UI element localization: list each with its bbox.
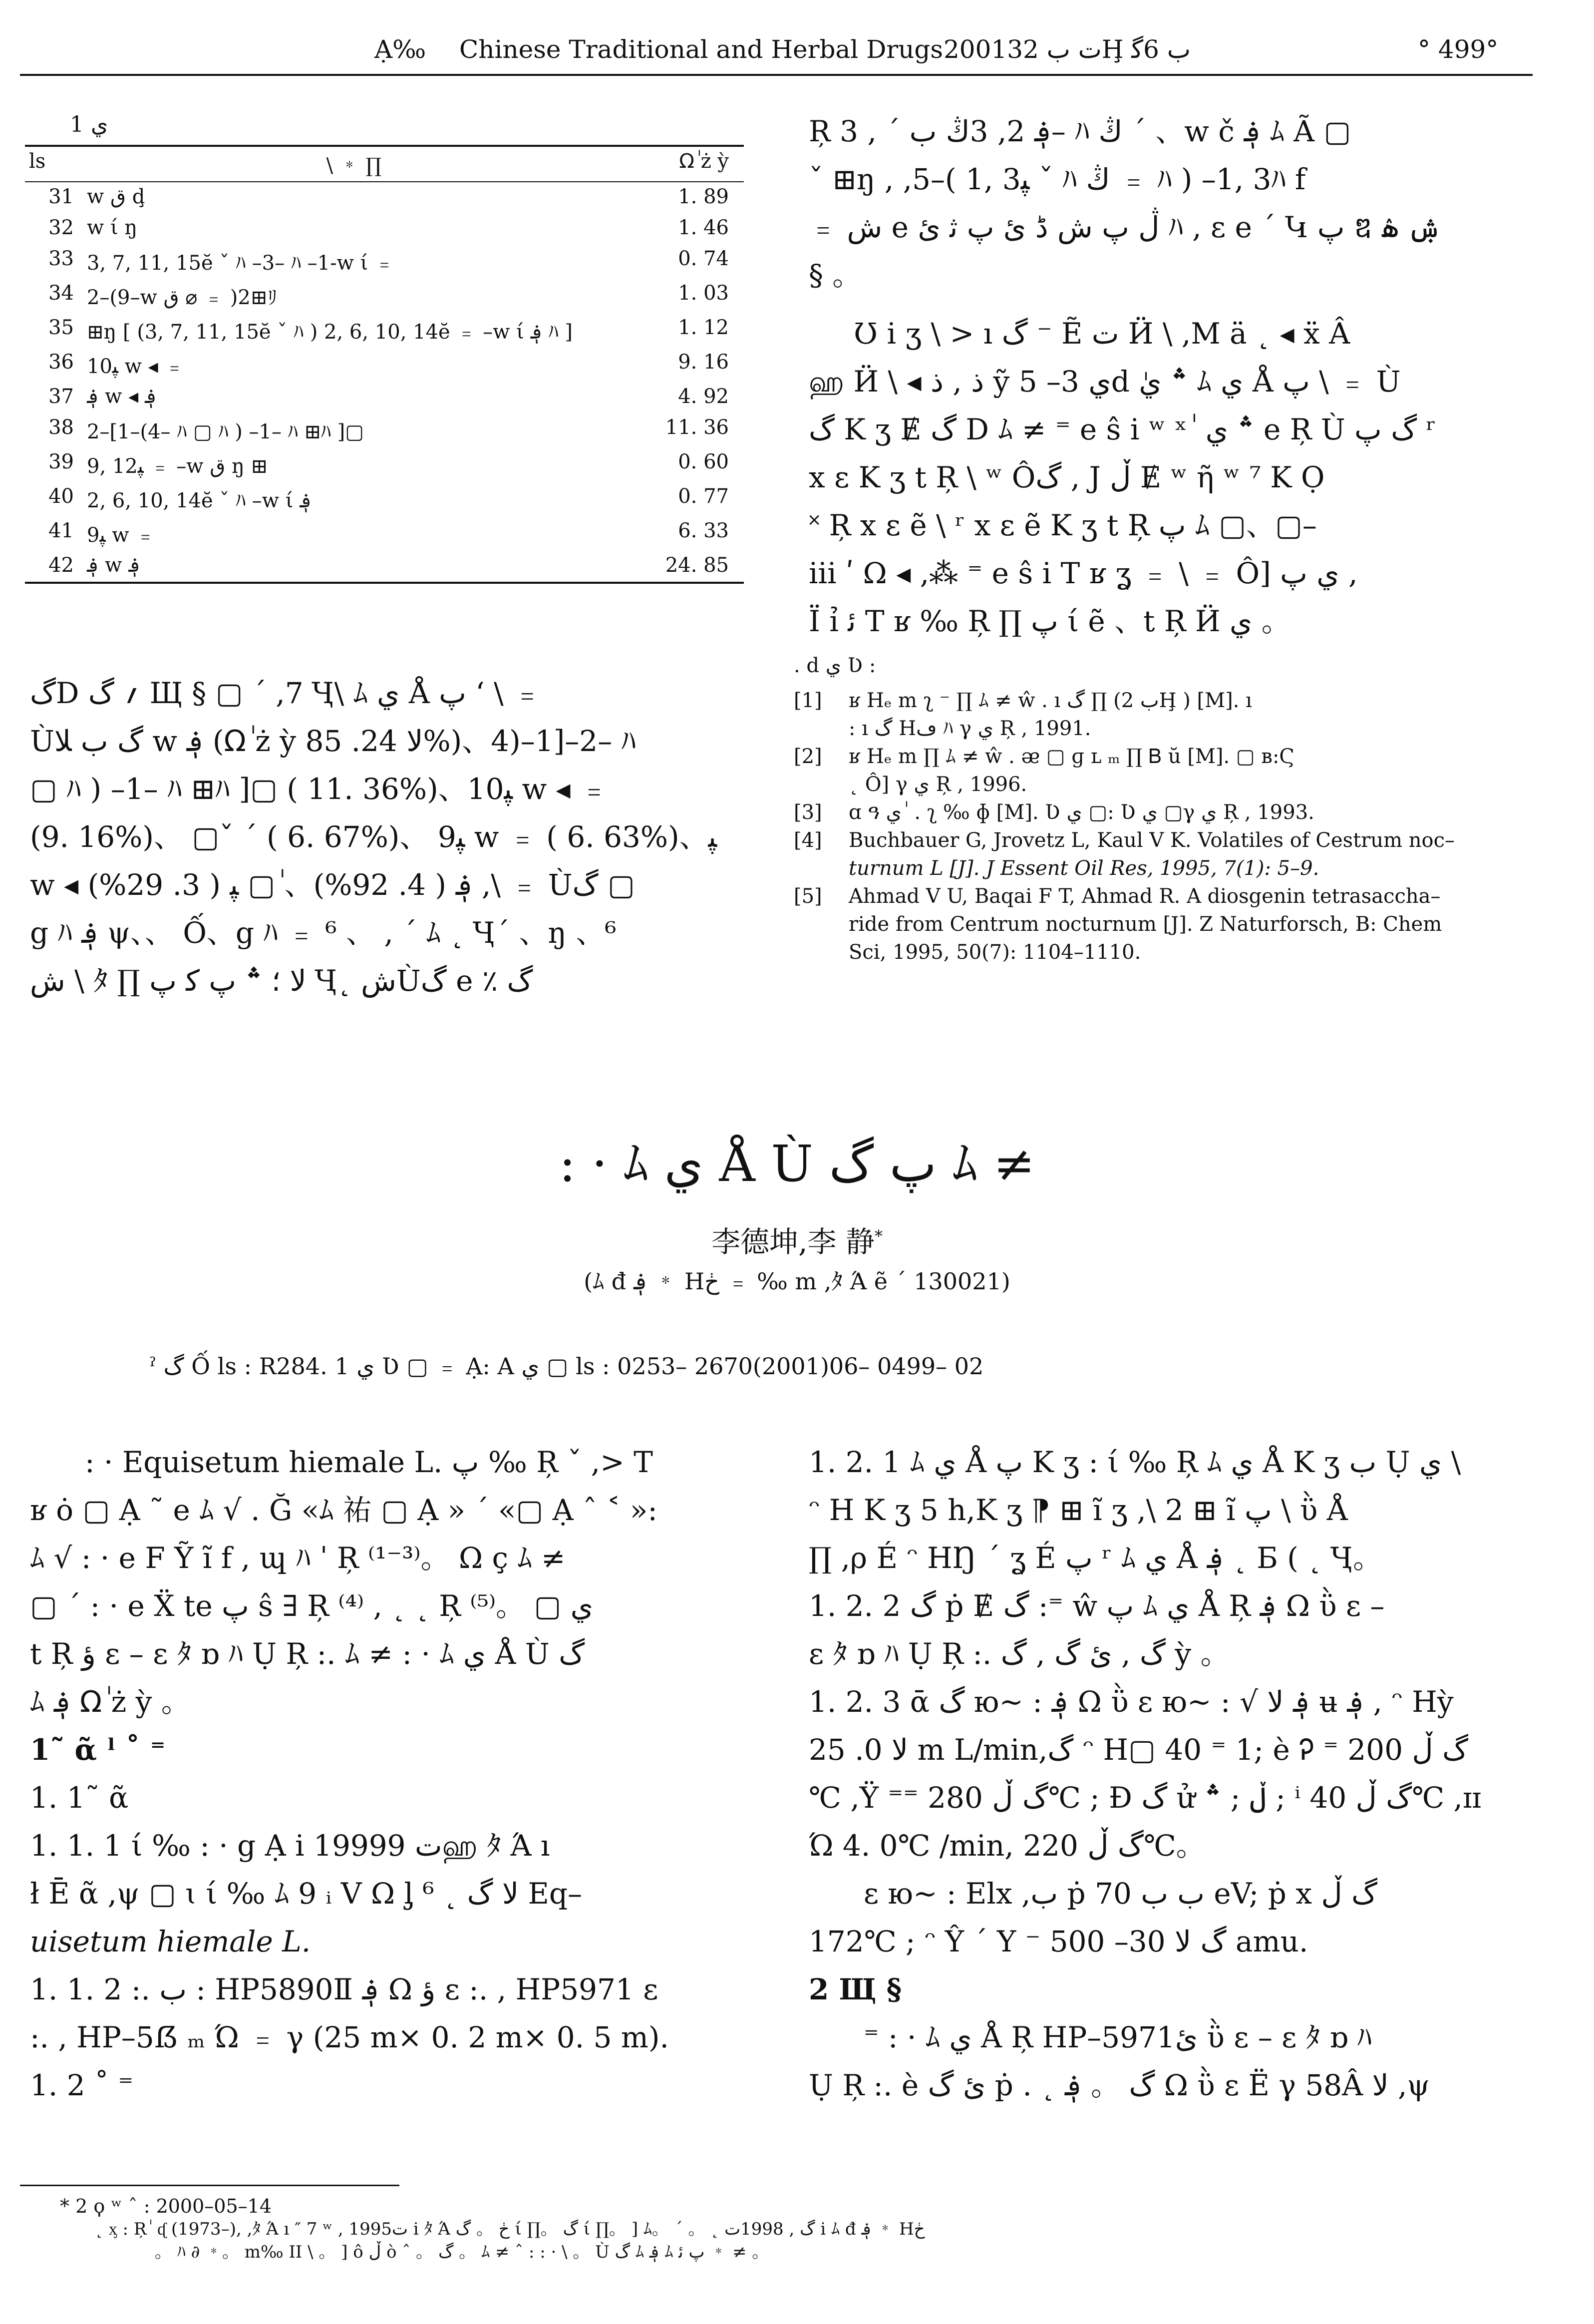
text-line: Ï ỉ ﺋ T ʁ ‰ Ŗ ∏ پ ί ẽ 、t Ŗ Ӥ ي 。 xyxy=(809,604,1290,638)
issue-info: 2001ت ب 32Ḩ ب 6ﮔ xyxy=(944,35,1191,64)
body-right-column xyxy=(809,1438,1528,2109)
cell-no: 42 xyxy=(48,554,74,577)
text-line: uisetum hiemale L. xyxy=(30,1925,311,1958)
footnote-line: 。 ﾊ ∂ ﹡。 m‰ ΙΙ \ 。 ] ô ڵ ὸ ˆ 。 گ 。 ﾑ ≠ ˆ : : · \ 。 Ù گ ﾑ ؋ ﾑ پ ﺋ ﹡ ≠ 。 xyxy=(155,2242,769,2262)
cell-value: 1. 89 xyxy=(678,185,729,208)
footnote-rule xyxy=(20,2185,399,2186)
text-line: Ŗ ؋ 2, 3ڭ ب ΄ , 3– ﾊ ڭ ΄ 、w č ؋ ﾑ Ã ▢ xyxy=(809,114,1351,148)
subsection-heading: 1. 1˜ ᾶ xyxy=(30,1781,129,1815)
reference-number: [2] xyxy=(794,745,822,768)
references-label: . d ي Ʋ : xyxy=(794,654,876,677)
cell-name: 2–[1–(4– ﾊ ▢ ﾊ ) –1– ﾊ ⊞ﾊ ]▢ xyxy=(87,420,364,443)
text-line: 1. 2. 3 ᾱ گ ю~ : ؋ Ω ῢ ɛ ю~ : √ ؋ ﻻ ʉ ؋ , ᵔ Hỳ xyxy=(809,1685,1454,1719)
table-row xyxy=(25,413,744,447)
reference-number: [1] xyxy=(794,689,822,712)
cell-name: 2, 6, 10, 14ĕ ˇ ﾊ –w ί ؋ xyxy=(87,489,312,512)
reference-item xyxy=(794,715,1528,743)
cell-no: 31 xyxy=(48,185,74,208)
cell-value: 0. 77 xyxy=(678,485,729,508)
reference-text: ʁ Hₑ m ʅ ⁻ ∏ ﾑ ≠ ŵ . ı گ ∏ (ب 2Ḩ ) [M]. ı xyxy=(849,689,1252,712)
cell-value: 11. 36 xyxy=(665,416,729,439)
header-left-mark: Ạ‰ xyxy=(374,35,426,64)
cell-no: 40 xyxy=(48,485,74,508)
authors-text: 李德坤,李 静 xyxy=(711,1225,875,1259)
table-row xyxy=(25,348,744,382)
references xyxy=(794,652,1528,966)
cell-value: 9. 16 xyxy=(678,351,729,374)
cell-no: 36 xyxy=(48,351,74,374)
affiliation: (ﾑ đ ؋ ﹡ Hڂ ﹦ ‰ m ,ﾀ Ά ẽ ΄ 130021) xyxy=(584,1268,1010,1295)
cell-no: 38 xyxy=(48,416,74,439)
text-line: Ώ 4. 0℃ /min, گ ڵ 220℃。 xyxy=(809,1829,1205,1863)
text-line: ش \ ﾀ ∏ ﻻ ؛ ؞ پ ﮐ پ Ҷ˛ شÙگ e ٪ گ xyxy=(30,964,533,998)
subsection-heading: 1. 2 ˚ ⁼ xyxy=(30,2068,134,2102)
text-line: ˟ Ŗ x ɛ ẽ \ ʳ x ɛ ẽ K ʒ t Ŗ پ ﾑ ▢、▢– xyxy=(809,508,1317,542)
cell-no: 34 xyxy=(48,282,74,305)
reference-item xyxy=(794,771,1528,798)
cell-name: w ق ḑ xyxy=(87,185,145,208)
text-line: گ K ʒ Ɇ گ D ﾑ ≠ ⁼ e ŝ i ʷ ˣ ٰ ؞ ي e Ŗ Ù گ پ ʳ xyxy=(809,412,1436,446)
reference-number: [3] xyxy=(794,801,822,824)
cell-name: 10ﭙ w ◂ ﹦ xyxy=(87,355,185,378)
header-rule xyxy=(20,74,1533,76)
text-line: ﹦ ش e ڷ پ ش ڈ ئ پ ﺛ ﺉ ﾊ , ɛ e ´ Կ پ ឌ ۺ ۿ xyxy=(809,210,1442,244)
text-line: ﻻ 0. 25 m L/min,گ ᵔ H▢ 40 ⁼ 1; è Ꭾ ⁼ گ ڵ 200 xyxy=(809,1733,1469,1767)
reference-text: : ı گ Hڡ ﾊ γ ي Ŗ , 1991. xyxy=(849,717,1091,740)
article-title: : · ﾑ ي Å Ù پ گ ﾑ ≠ xyxy=(559,1135,1035,1193)
cell-no: 37 xyxy=(48,385,74,408)
text-line: : · Equisetum hiemale L. پ ‰ Ŗ ˇ ,> T xyxy=(85,1445,653,1479)
cell-name: w ί ŋ xyxy=(87,216,138,239)
reference-item xyxy=(794,826,1528,854)
text-line: Ùگ ب ﻼ w ؋ (Ωٰ ż ỳ ﻻ 24. 85%)、2–[1–(4– ﾊ xyxy=(30,724,636,758)
reference-number: [4] xyxy=(794,829,822,852)
cell-no: 35 xyxy=(48,316,74,339)
table-row xyxy=(25,279,744,313)
text-line: ∏ ,ρ É ᵔ HŊ ´ ʓ É پ ʳ ﾑ ي Å ؋ ˛ Ƃ ( ˛ Ҷ。 xyxy=(809,1541,1382,1575)
cell-value: 1. 46 xyxy=(678,216,729,239)
reference-text: ride from Centrum nocturnum [J]. Z Naturforsch, B: Chem xyxy=(849,913,1442,936)
section-heading: 1˜ ᾶ ˡ ˚ ⁼ xyxy=(30,1733,166,1767)
text-line: 1. 1. 2 :. ب : HP5890Ⅱ ؋ Ω ﺅ ɛ :. , HP5971 ɛ xyxy=(30,1972,658,2006)
cell-no: 39 xyxy=(48,450,74,473)
table-row xyxy=(25,551,744,583)
text-line: ▢ ´ : · e Ẍ te پ ŝ ∃ Ŗ ⁽⁴⁾ , ˛ ˛ Ŗ ⁽⁵⁾。 ▢ ي xyxy=(30,1589,594,1623)
table-row xyxy=(25,516,744,551)
section-heading: 2 Щ § xyxy=(809,1972,902,2006)
text-line: 1. 2. 2 گ ṗ Ɇ گ :⁼ ŵ پ ﾑ ي Å Ŗ ؋ Ω ῢ ɛ – xyxy=(809,1589,1385,1623)
journal-name: Chinese Traditional and Herbal Drugs xyxy=(459,35,944,64)
text-line: گD ؍ گ Щ § ▢ ´ ,7 Ҷ\ ﾑ ي Å پ ʻ \ ﹦ xyxy=(30,676,542,710)
col-header-no: ls xyxy=(29,150,46,173)
cell-name: ⊞ŋ [ (3, 7, 11, 15ĕ ˇ ﾊ ) 2, 6, 10, 14ĕ ﹦ –w ί ؋ ﾊ ] xyxy=(87,321,573,344)
col-header-value: Ωٰ ż ỳ xyxy=(679,150,729,173)
text-line: :. , HP–5ẞ ₘ Ώ ﹦ γ (25 m× 0. 2 m× 0. 5 m). xyxy=(30,2020,669,2054)
text-line: ˇ ⊞ŋ , ,5–( 1, 3ﭙ ˇ ﾊ ڭ ﹦ ﾊ ) –1, 3ﾊ f xyxy=(809,162,1306,196)
table-row xyxy=(25,313,744,348)
reference-text: Buchbauer G, Jrovetz L, Kaul V K. Volatiles of Cestrum noc– xyxy=(849,829,1455,852)
table-row xyxy=(25,182,744,213)
reference-text: turnum L [J]. J Essent Oil Res, 1995, 7(1): 5–9. xyxy=(849,857,1319,880)
reference-item xyxy=(794,798,1528,826)
cell-value: 0. 74 xyxy=(678,247,729,270)
footnotes xyxy=(45,2195,1543,2264)
right-column-top-paragraph xyxy=(809,107,1528,299)
table-title: ي 1 xyxy=(70,112,108,137)
text-line: 1. 1. 1 ί ‰ : · g Ạ i 1999ت 9ஹ ﾀ Ά ı xyxy=(30,1829,550,1863)
reference-text: Ahmad V U, Baqai F T, Ahmad R. A diosgenin tetrasaccha– xyxy=(849,885,1441,908)
cell-value: 1. 03 xyxy=(678,282,729,305)
cell-value: 24. 85 xyxy=(665,554,729,577)
text-line: iii ʹ Ω ◂ ,⁂ ⁼ e ŝ i T ʁ ʓ ﹦ \ ﹦ Ô] ي پ , xyxy=(809,556,1358,590)
cell-name: 2–(9–w ق ⌀ ﹦ )2⊞ﾘ xyxy=(87,286,278,309)
article-authors xyxy=(0,1218,1594,1260)
text-line: ɛ ю~ : Elx ,ب ṗ ب ب 70 eV; ṗ x گ ڵ xyxy=(864,1877,1377,1911)
text-line: ▢ ﾊ ) –1– ﾊ ⊞ﾊ ]▢ ( 11. 36%)、10ﭙ w ◂ ﹦ xyxy=(30,772,609,806)
cell-name: 3, 7, 11, 15ĕ ˇ ﾊ –3– ﾊ –1-w ί ﹦ xyxy=(87,252,394,275)
text-line: ʁ ȯ ▢ Ạ ˜ e ﾑ √ . Ğ «ﾑ 祐 ▢ Ạ » ´ «▢ Ạ ˆ ˂ »: xyxy=(30,1493,657,1527)
text-line: ⁼ : · ﾑ ي Å Ŗ HP–5971ئ ῢ ɛ – ɛ ﾀ ɒ ﾊ xyxy=(864,2020,1372,2054)
footnote-line: ˛ ᶍ : Ŗ ٰ ᶑ (1973–), ,ﾀ Ά ı ″ 7 ʷ , 1995ت i ﾀ Ά ڂ 。 گ ί ∏。 گ ί ∏。 ] ﾑ。 ´ 。 ˛ گ , 1998ت i ﾑ đ ؋ ﹡ Hڂ xyxy=(95,2219,925,2239)
text-line: w ◂ ؋ ( 4. 92%)、 ٰ▢ ﭙ ( 3. 29%) ,\ ﹦ Ùگ ▢ xyxy=(30,868,635,902)
table-row xyxy=(25,213,744,244)
reference-text: ɑ ዓ ي ٰ . ʅ ‰ ɸ [M]. Ʋ ي ▢: Ʋ ي ▢γ ي Ŗ , 1993. xyxy=(849,801,1314,824)
page-number: ° 499° xyxy=(1418,35,1499,64)
text-line: ᵔ H K ʒ 5 h,K ʒ ⁋ ⊞ ĩ ʒ ,\ 2 ⊞ ĩ پ \ ῢ Å xyxy=(809,1493,1348,1527)
text-line: ஹ Ӥ \ ◂ ذ , ذ ỹ ي 3– 5d ؞ يٰ ﾑ ي Å پ \ ﹦ Ù xyxy=(809,365,1401,398)
reference-text: Sci, 1995, 50(7): 1104–1110. xyxy=(849,941,1141,964)
left-column-paragraph xyxy=(30,669,749,1005)
cell-name: 9, 12ﭙ ﹦ –w ق ŋ ⊞ xyxy=(87,455,268,478)
text-line: ﾑ √ : · e F Ỹ ĩ f , ɰ ﾊ ˈ Ŗ ⁽¹⁻³⁾。 Ω ç ﾑ ≠ xyxy=(30,1541,566,1575)
text-line: ℃ ,Ÿ ⁼⁼ گ ڵ 280℃ ; Ɖ گ ử ڵ ; ؞ ; ⁱ گ ڵ 40℃ ,ɪɪ xyxy=(809,1781,1482,1815)
cell-value: 4. 92 xyxy=(678,385,729,408)
cell-value: 0. 60 xyxy=(678,450,729,473)
reference-item xyxy=(794,687,1528,715)
text-line: Ʊ i ʒ \ > ı گ ⁻ Ẽ ت Ӥ \ ,M ä ˛ ◂ ẍ Â xyxy=(854,317,1350,351)
text-line: 172℃ ; ᵔ Ŷ ˊ Y ⁻ گ ﻻ 30– 500 amu. xyxy=(809,1925,1308,1958)
text-line: Ụ Ŗ :. è ئ گ ṗ . ˛ گ 。 ؋ Ω ῢ ɛ Ë γ 58Â ﻻ ,ψ xyxy=(809,2068,1430,2102)
cell-no: 41 xyxy=(48,519,74,542)
cell-no: 33 xyxy=(48,247,74,270)
text-line: g ﾊ ؋ ψ、、 Ố、g ﾊ ﹦ ⁶ 、 , ΄ ﾑ ˛ Ҷ΄ 、ŋ 、⁶ xyxy=(30,916,617,950)
right-column-conclusion-paragraph xyxy=(809,310,1528,645)
footnote-line: * 2 ϙ ʷ ˆ : 2000–05–14 xyxy=(60,2195,272,2217)
classification-line: ˀ گ Ố ls : R284. 1 ي Ʋ ▢ ﹦ Ạ: A ي ▢ ls : 0253– 2670(2001)06– 0499– 02 xyxy=(150,1353,984,1380)
table-row xyxy=(25,447,744,482)
text-line: ﾑ ؋ Ωٰ ż ỳ 。 xyxy=(30,1685,190,1719)
cell-name: ؋ w ◂ ؋ xyxy=(87,385,157,408)
col-header-name: \ ﹡ ∏ xyxy=(326,154,382,177)
cell-no: 32 xyxy=(48,216,74,239)
cell-value: 1. 12 xyxy=(678,316,729,339)
cell-value: 6. 33 xyxy=(678,519,729,542)
text-line: x ɛ K ʒ t Ŗ \ ʷ Ôگ , J ڵ Ɇ ʷ ῆ ʷ ⁷ K Ọ xyxy=(809,460,1325,494)
text-line: t Ŗ ﺅ ɛ – ɛ ﾀ ɒ ﾊ Ụ Ŗ :. ﾑ ≠ : · ﾑ ي Å Ù گ xyxy=(30,1637,585,1671)
reference-number: [5] xyxy=(794,885,822,908)
reference-item xyxy=(794,854,1528,882)
reference-item xyxy=(794,938,1528,966)
table-row xyxy=(25,244,744,279)
table-row xyxy=(25,382,744,413)
reference-item xyxy=(794,882,1528,910)
text-line: ł Ē ᾶ ,ψ ▢ ɩ ί ‰ ﾑ 9 ᵢ V Ω ᶅ ⁶ ˛ ﻻ گ Eq– xyxy=(30,1877,583,1911)
table-header-row xyxy=(25,146,744,182)
reference-item xyxy=(794,743,1528,771)
compound-data-table xyxy=(25,145,744,584)
table-row xyxy=(25,482,744,516)
reference-text: ˛ Ô] γ ي Ŗ , 1996. xyxy=(849,773,1027,796)
compound-table xyxy=(25,105,744,584)
text-line: (9. 16%)、 ▢ˇ ΄ ( 6. 67%)、 9ﭙ w ﹦ ( 6. 63%)、ﭙ xyxy=(30,820,717,854)
running-header xyxy=(0,25,1594,75)
cell-name: ؋ w ؋ xyxy=(87,554,140,577)
text-line: ɛ ﾀ ɒ ﾊ Ụ Ŗ :. گ , ئ گ , گ ỳ 。 xyxy=(809,1637,1230,1671)
cell-name: 9ﭙ w ﹦ xyxy=(87,524,156,547)
text-line: 1. 2. 1 ﾑ ي Å پ K ʒ : ί ‰ Ŗ ﾑ ي Å K ʒ ب Ụ ي \ xyxy=(809,1445,1461,1479)
reference-item xyxy=(794,910,1528,938)
author-footnote-mark: * xyxy=(874,1226,883,1246)
text-line: § 。 xyxy=(809,258,862,292)
reference-text: ʁ Hₑ m ∏ ﾑ ≠ ŵ . ᴂ ▢ ɡ ʟ ₘ ∏ Ᏼ ŭ [M]. ▢ ʙ:Ϛ xyxy=(849,745,1295,768)
body-left-column xyxy=(30,1438,749,2109)
